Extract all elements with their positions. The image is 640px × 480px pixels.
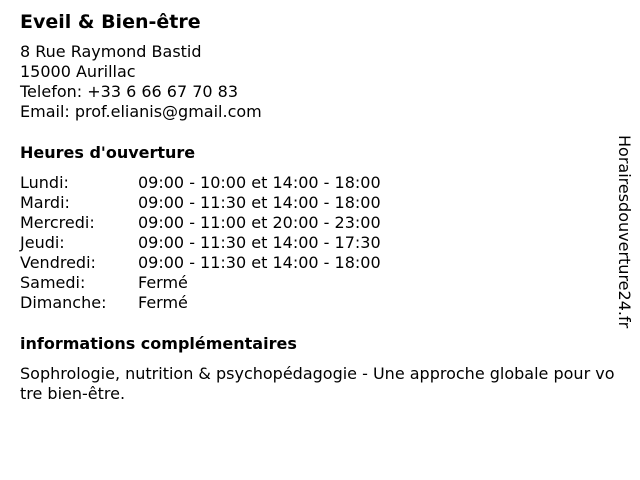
hours-row-sunday <box>20 293 620 313</box>
day-label: Vendredi: <box>20 253 96 272</box>
info-title: informations complémentaires <box>20 334 297 353</box>
phone-line: Telefon: +33 6 66 67 70 83 <box>20 82 239 101</box>
day-hours: 09:00 - 11:30 et 14:00 - 17:30 <box>138 233 381 252</box>
address-street: 8 Rue Raymond Bastid <box>20 42 202 61</box>
day-hours: Fermé <box>138 293 188 312</box>
day-label: Dimanche: <box>20 293 107 312</box>
watermark-text: Horairesdouverture24.fr <box>615 135 634 329</box>
day-hours: 09:00 - 11:00 et 20:00 - 23:00 <box>138 213 381 232</box>
day-label: Jeudi: <box>20 233 65 252</box>
hours-title: Heures d'ouverture <box>20 143 196 162</box>
hours-row-wednesday <box>20 213 620 233</box>
address-block <box>20 42 620 122</box>
hours-row-friday <box>20 253 620 273</box>
hours-row-tuesday <box>20 193 620 213</box>
email-line: Email: prof.elianis@gmail.com <box>20 102 262 121</box>
day-hours: 09:00 - 11:30 et 14:00 - 18:00 <box>138 193 381 212</box>
info-description: Sophrologie, nutrition & psychopédagogie - Une approche globale pour votre bien-être. <box>20 364 615 403</box>
hours-table <box>20 173 620 313</box>
day-label: Lundi: <box>20 173 69 192</box>
day-hours: 09:00 - 11:30 et 14:00 - 18:00 <box>138 253 381 272</box>
hours-row-thursday <box>20 233 620 253</box>
day-hours: 09:00 - 10:00 et 14:00 - 18:00 <box>138 173 381 192</box>
day-label: Mardi: <box>20 193 70 212</box>
address-city: 15000 Aurillac <box>20 62 136 81</box>
hours-row-saturday <box>20 273 620 293</box>
day-label: Mercredi: <box>20 213 95 232</box>
business-name: Eveil & Bien-être <box>20 11 201 33</box>
day-hours: Fermé <box>138 273 188 292</box>
business-card <box>20 10 620 404</box>
hours-row-monday <box>20 173 620 193</box>
day-label: Samedi: <box>20 273 86 292</box>
